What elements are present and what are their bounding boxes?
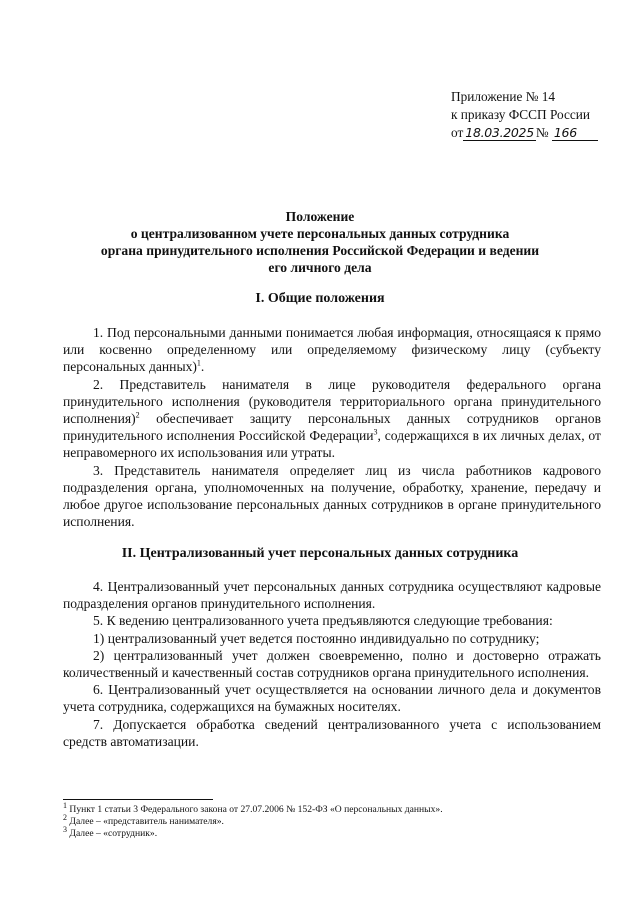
title-line-1: Положение <box>285 209 355 224</box>
title-line-4: его личного дела <box>268 260 372 275</box>
title-line-3: органа принудительного исполнения Российской Федерации и ведении <box>100 243 540 258</box>
footnote-separator <box>63 799 213 800</box>
appendix-order-ref: к приказу ФССП России <box>451 107 591 122</box>
paragraph-4: 4. Централизованный учет персональных данных сотрудника осуществляют кадровые подразделения органов принудительного исполнения. <box>63 579 601 612</box>
section-2-heading: II. Централизованный учет персональных данных сотрудника <box>121 546 519 561</box>
footnote-1: $^1$ Пункт 1 статьи 3 Федерального закона от 27.07.2006 № 152-ФЗ «О персональных данных». <box>63 800 443 815</box>
title-line-2: о централизованном учете персональных данных сотрудника <box>130 226 510 241</box>
paragraph-6: 6. Централизованный учет осуществляется на основании личного дела и документов учета сотрудника, содержащихся на бумажных носителях. <box>63 682 601 715</box>
paragraph-3: 3. Представитель нанимателя определяет лиц из числа работников кадрового подразделения органа, уполномоченных на получение, обработку, хранение, передачу и любое другое использование персональных данных сотрудников в органе принудительного исполнения. <box>63 462 601 530</box>
paragraph-5-item-2: 2) централизованный учет должен своевременно, полно и достоверно отражать количественный и качественный состав сотрудников органа принудительного исполнения. <box>63 647 601 681</box>
appendix-title: Приложение № 14 <box>451 89 555 104</box>
paragraph-5-item-1: 1) централизованный учет ведется постоянно индивидуально по сотруднику; <box>93 630 540 646</box>
document-title <box>60 208 580 276</box>
paragraph-1: 1. Под персональными данными понимается любая информация, относящаяся к прямо или косвенно определенному или определяемому физическому лицу (субъекту персональных данных)$^1$. <box>63 325 601 375</box>
section-1-body <box>63 324 601 530</box>
paragraph-2: 2. Представитель нанимателя в лице руководителя федерального органа принудительного исполнения (руководителя территориального органа принудительного исполнения)$^2$ обеспечивает защиту персональных данных сотрудников органов принудительного исполнения Российской Федерации$^3$, содержащихся в их личных делах, от неправомерного их использования или утраты. <box>63 376 601 461</box>
handwritten-date: 18.03.2025 <box>465 125 534 140</box>
number-sign: № <box>535 125 549 140</box>
appendix-date-number <box>451 124 631 142</box>
footnote-ref-2: 2 <box>135 410 140 420</box>
paragraph-5: 5. К ведению централизованного учета предъявляются следующие требования: <box>93 613 553 629</box>
footnote-ref-3: 3 <box>373 427 378 437</box>
handwritten-number: 166 <box>553 125 577 140</box>
footnote-ref-1: 1 <box>196 358 201 368</box>
section-2-body <box>63 578 601 750</box>
footnotes <box>63 800 603 840</box>
appendix-header <box>451 88 631 142</box>
appendix-date-prefix: от <box>451 125 464 140</box>
footnote-3: $^3$ Далее – «сотрудник». <box>63 824 158 839</box>
footnote-2: $^2$ Далее – «представитель нанимателя». <box>63 812 224 827</box>
number-underline <box>579 125 598 141</box>
section-1-heading: I. Общие положения <box>255 291 385 306</box>
paragraph-7: 7. Допускается обработка сведений централизованного учета с использованием средств автоматизации. <box>63 716 601 749</box>
